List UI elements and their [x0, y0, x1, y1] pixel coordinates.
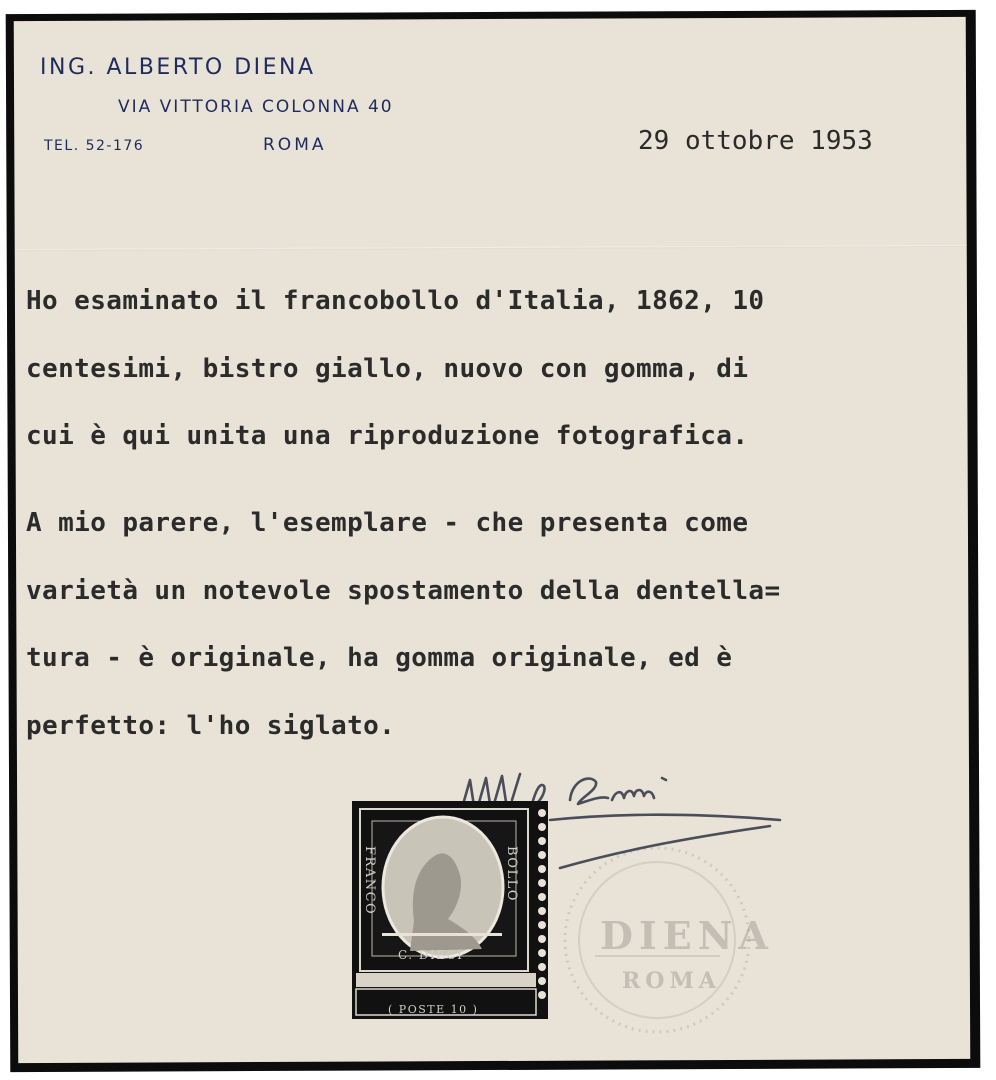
- text-line: Ho esaminato il francobollo d'Italia, 1862, 10: [26, 286, 765, 316]
- letterhead-address: VIA VITTORIA COLONNA 40: [118, 97, 394, 117]
- letterhead-name: ING. ALBERTO DIENA: [40, 55, 316, 80]
- text-line: perfetto: l'ho siglato.: [26, 710, 396, 741]
- stamp-photograph: [352, 801, 548, 1019]
- letterhead-telephone: TEL. 52-176: [44, 138, 145, 154]
- stamp-label-value: C. DIECI: [398, 948, 464, 962]
- handstamp-city: ROMA: [622, 968, 721, 994]
- stamp-label-bollo: BOLLO: [504, 846, 519, 902]
- handstamp-name: DIENA: [600, 913, 774, 958]
- stamp-label-poste: ( POSTE 10 ): [388, 1003, 479, 1016]
- text-line: centesimi, bistro giallo, nuovo con gomma, di: [26, 353, 749, 384]
- certificate-date: 29 ottobre 1953: [638, 126, 873, 156]
- text-line: tura - è originale, ha gomma originale, ed è: [26, 643, 733, 673]
- paragraph-opinion: [26, 490, 966, 760]
- paragraph-examination: [26, 268, 966, 471]
- paper-fold-line: [15, 245, 967, 251]
- text-line: cui è qui unita una riproduzione fotografica.: [26, 421, 749, 451]
- stamp-label-franco: FRANCO: [362, 846, 377, 916]
- letterhead-city: ROMA: [263, 135, 327, 155]
- text-line: varietà un notevole spostamento della dentella=: [26, 575, 781, 606]
- text-line: A mio parere, l'esemplare - che presenta come: [26, 508, 749, 538]
